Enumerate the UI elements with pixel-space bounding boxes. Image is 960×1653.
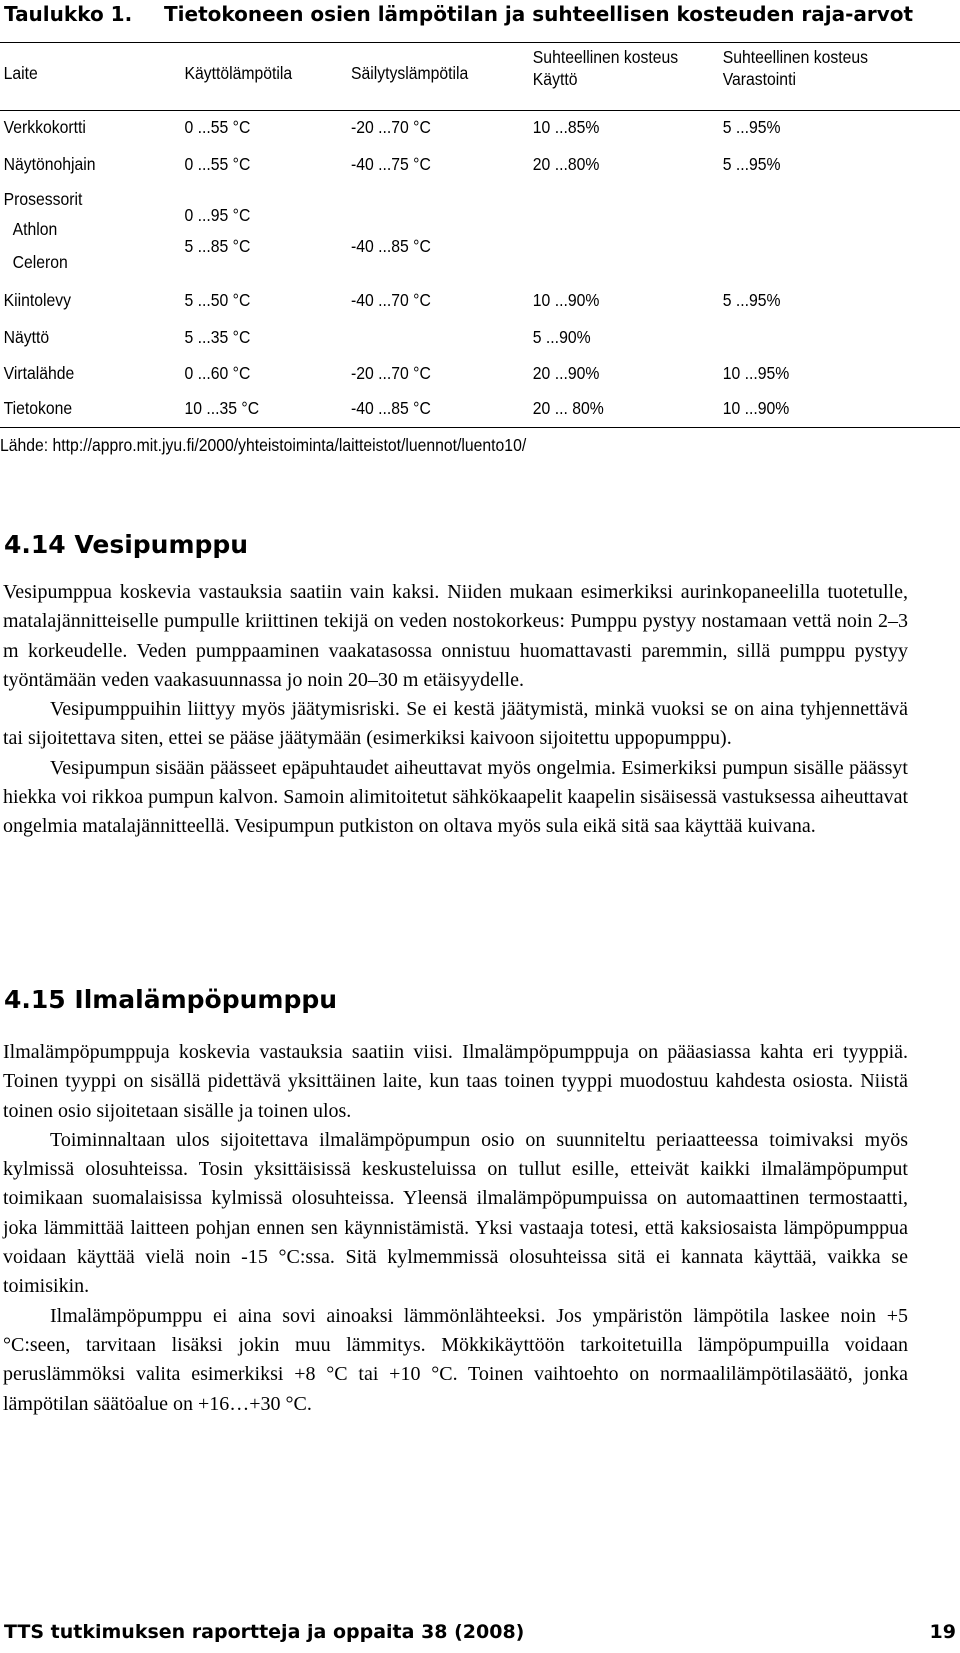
- table-cell: Prosessorit: [3, 189, 83, 209]
- table-cell: Näyttö: [3, 327, 50, 347]
- table-cell: 5 ...95%: [722, 154, 781, 174]
- header-storage-temp: Säilytyslämpötila: [351, 63, 469, 83]
- table-cell: -40 ...75 °C: [351, 154, 431, 174]
- table-cell: 10 ...85%: [532, 117, 600, 137]
- table-cell: -40 ...85 °C: [351, 236, 431, 256]
- table-cell: 20 ...80%: [532, 154, 600, 174]
- table-cell: Verkkokortti: [3, 117, 86, 137]
- header-humidity-storage: [723, 46, 868, 90]
- table-cell: 20 ...90%: [532, 363, 600, 383]
- footer-series: TTS tutkimuksen raportteja ja oppaita 38 (2008): [4, 1621, 525, 1643]
- table-cell: 0 ...60 °C: [184, 363, 251, 383]
- table-cell: 10 ...35 °C: [184, 398, 260, 418]
- table-cell: Kiintolevy: [3, 290, 72, 310]
- table-source: Lähde: http://appro.mit.jyu.fi/2000/yhteistoiminta/laitteistot/luennot/luento10/: [0, 435, 527, 455]
- table-cell: Näytönohjain: [3, 154, 96, 174]
- table-cell: 10 ...90%: [722, 398, 790, 418]
- section-body: [3, 578, 908, 842]
- table-cell: 0 ...95 °C: [184, 205, 251, 225]
- section-body: [3, 1038, 908, 1419]
- paragraph: Vesipumppuihin liittyy myös jäätymisriski. Se ei kestä jäätymistä, minkä vuoksi se on aina tyhjennettävä tai sijoitettava siten, ettei se pääse jäätymään (esimerkiksi kaivoon sijoitettu uppopumppu).: [3, 698, 908, 750]
- table-cell: 0 ...55 °C: [184, 154, 251, 174]
- page-number: 19: [929, 1621, 956, 1643]
- paragraph: Ilmalämpöpumppuja koskevia vastauksia saatiin viisi. Ilmalämpöpumppuja on pääasiassa kahta eri tyyppiä. Toinen tyyppi on sisällä pidettävä yksittäinen laite, kun taas toinen tyyppi muodostuu kahdesta osiosta. Niistä toinen osio sijoitetaan sisälle ja toinen ulos.: [3, 1041, 908, 1122]
- table-cell: 10 ...90%: [532, 290, 600, 310]
- header-humidity-op: [533, 46, 678, 90]
- table-label: Taulukko 1.: [4, 2, 133, 26]
- paragraph: Vesipumppua koskevia vastauksia saatiin vain kaksi. Niiden mukaan esimerkiksi aurinkopaneelilla tuotetulle, matalajännitteiselle pumpulle kriittinen tekijä on veden nostokorkeus: Pumppu pystyy nostamaan vettä noin 2–3 m korkeudelle. Veden pumppaaminen vaakatasossa onnistuu huomattavasti paremmin, sillä pumppu pystyy työntämään veden vaakasuunnassa jo noin 20–30 m etäisyydelle.: [3, 581, 908, 691]
- header-humidity-op-line1: Suhteellinen kosteus: [532, 47, 679, 67]
- table-cell: 5 ...95%: [722, 117, 781, 137]
- table-cell: Tietokone: [3, 398, 73, 418]
- table-cell: 20 ... 80%: [532, 398, 604, 418]
- table-cell: 5 ...85 °C: [184, 236, 251, 256]
- table-caption: [4, 2, 954, 32]
- table-cell: Celeron: [12, 252, 68, 272]
- paragraph: Vesipumpun sisään päässeet epäpuhtaudet aiheuttavat myös ongelmia. Esimerkiksi pumpun sisälle päässyt hiekka voi rikkoa pumpun kalvon. Samoin alimitoitetut sähkökaapelit kaapelin sisäisessä vastuksessa aiheuttavat ongelmia matalajännitteellä. Vesipumpun putkiston on oltava myös sula eikä sitä saa käyttää kuivana.: [3, 756, 908, 838]
- header-device: Laite: [3, 63, 38, 83]
- table-cell: Athlon: [12, 219, 58, 239]
- table-cell: -20 ...70 °C: [351, 117, 431, 137]
- table-title: Tietokoneen osien lämpötilan ja suhteellisen kosteuden raja-arvot: [164, 2, 914, 26]
- paragraph: Ilmalämpöpumppu ei aina sovi ainoaksi lämmönlähteeksi. Jos ympäristön lämpötila laskee noin +5 °C:seen, tarvitaan lisäksi jokin muu lämmitys. Mökkikäyttöön tarkoitetuilla lämpöpumpuilla voidaan peruslämmöksi valita esimerkiksi +8 °C tai +10 °C. Toinen vaihtoehto on normaalilämpötilasäätö, jonka lämpötilan säätöalue on +16…+30 °C.: [3, 1304, 908, 1415]
- table-cell: 5 ...50 °C: [184, 290, 251, 310]
- header-bottom-rule: [0, 110, 960, 111]
- header-humidity-op-line2: Käyttö: [532, 69, 578, 89]
- table-cell: 5 ...35 °C: [184, 327, 251, 347]
- header-op-temp: Käyttölämpötila: [184, 63, 293, 83]
- table-cell: -20 ...70 °C: [351, 363, 431, 383]
- header-humidity-storage-line2: Varastointi: [722, 69, 796, 89]
- humidity-temperature-table: [0, 42, 869, 456]
- section-heading: 4.14 Vesipumppu: [4, 530, 249, 559]
- table-bottom-rule: [0, 427, 960, 428]
- table-cell: -40 ...70 °C: [351, 290, 431, 310]
- table-cell: 5 ...90%: [532, 327, 591, 347]
- table-top-rule: [0, 42, 960, 43]
- table-cell: Virtalähde: [3, 363, 75, 383]
- table-cell: 10 ...95%: [722, 363, 790, 383]
- page-footer: [0, 1617, 958, 1651]
- table-cell: 5 ...95%: [722, 290, 781, 310]
- section-heading: 4.15 Ilmalämpöpumppu: [4, 985, 338, 1014]
- table-cell: 0 ...55 °C: [184, 117, 251, 137]
- header-humidity-storage-line1: Suhteellinen kosteus: [722, 47, 869, 67]
- table-cell: -40 ...85 °C: [351, 398, 431, 418]
- paragraph: Toiminnaltaan ulos sijoitettava ilmalämpöpumpun osio on suunniteltu periaatteessa toimivaksi myös kylmissä olosuhteissa. Tosin yksittäisissä keskusteluissa on tullut esille, etteivät kaikki ilmalämpöpumput toimikaan suomalaisissa kylmissä olosuhteissa. Yleensä ilmalämpöpumpuissa on automaattinen termostaatti, joka lämmittää laitteen pohjan ennen sen käynnistämistä. Yksi vastaaja totesi, että kaksiosaista lämpöpumppua voidaan käyttää vielä noin -15 °C:ssa. Sitä kylmemmissä olosuhteissa sitä ei kannata käyttää, vaikka se toimisikin.: [3, 1128, 908, 1298]
